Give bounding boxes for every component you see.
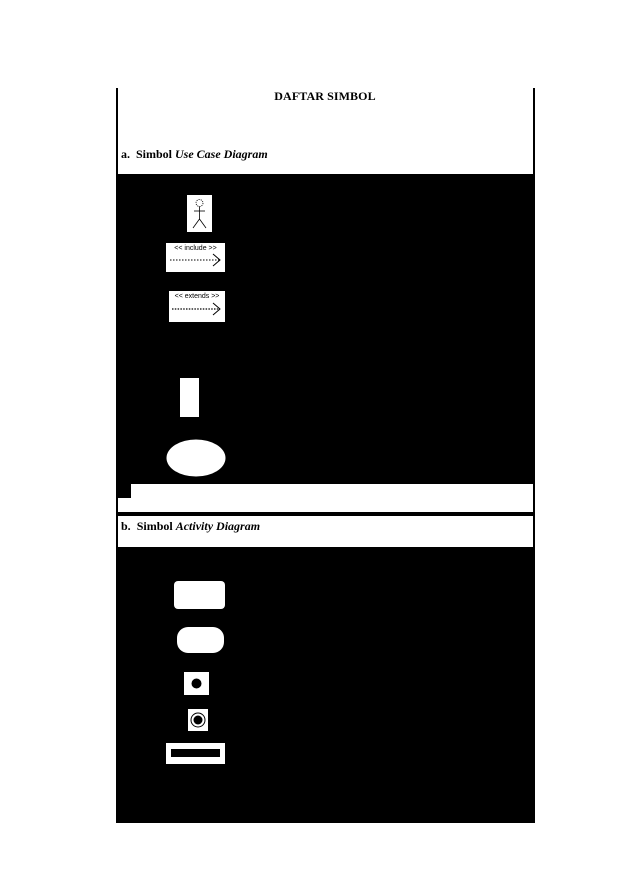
table-right-border xyxy=(533,88,535,174)
page-title: DAFTAR SIMBOL xyxy=(274,89,376,103)
extends-label: << extends >> xyxy=(174,293,220,300)
table-right-border-c xyxy=(533,516,535,548)
section-a-heading: a. Simbol Use Case Diagram xyxy=(121,147,268,161)
final-node-icon xyxy=(188,709,208,731)
system-boundary-icon xyxy=(180,378,199,417)
include-label: << include >> xyxy=(174,245,217,252)
use-case-icon xyxy=(166,439,226,477)
usecase-symbol-table xyxy=(116,174,535,484)
section-b-heading: b. Simbol Activity Diagram xyxy=(121,519,261,533)
table-divider xyxy=(116,512,535,516)
table-right-border-b xyxy=(533,484,535,514)
extends-relation-icon xyxy=(169,291,225,322)
include-relation-icon xyxy=(166,243,225,272)
action-icon xyxy=(177,627,224,653)
initial-node-icon xyxy=(184,672,209,695)
actor-icon xyxy=(187,195,212,232)
table-left-border xyxy=(116,88,118,174)
activity-icon xyxy=(174,581,225,609)
fork-join-bar-icon xyxy=(166,743,225,764)
table-corner xyxy=(116,484,131,498)
table-left-border-c xyxy=(116,516,118,548)
table-edge xyxy=(508,482,534,484)
